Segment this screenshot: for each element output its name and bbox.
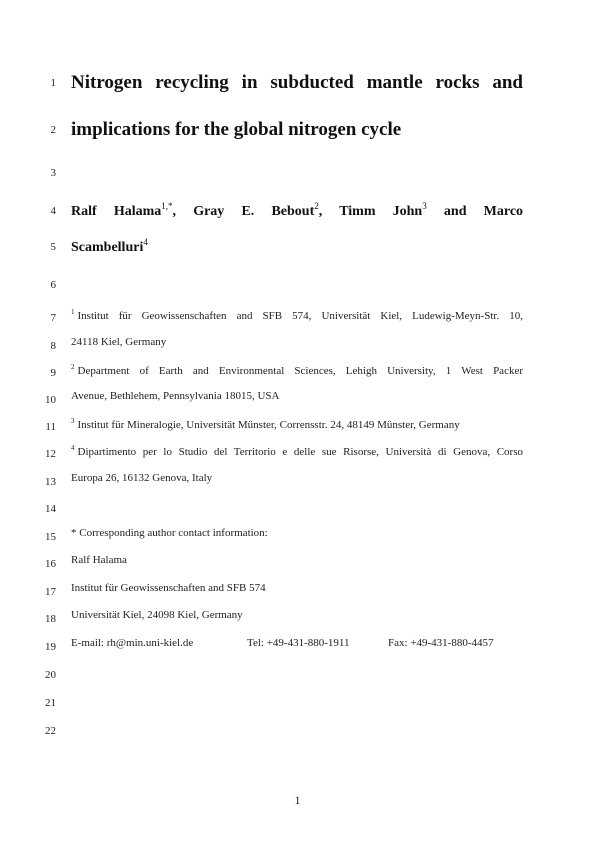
line-number: 17 xyxy=(45,586,56,598)
line-number: 6 xyxy=(50,279,56,291)
line-number: 9 xyxy=(50,367,56,379)
line-number: 7 xyxy=(50,312,56,324)
line-number: 3 xyxy=(50,167,56,179)
contact-name: Ralf Halama xyxy=(71,554,127,566)
line-number: 8 xyxy=(50,340,56,352)
author-name: Marco xyxy=(483,204,524,219)
line-number: 13 xyxy=(45,476,56,488)
line-number: 14 xyxy=(45,503,56,515)
page-number: 1 xyxy=(294,793,301,807)
author-affiliation-mark: 1,* xyxy=(161,201,173,211)
author-conjunction: and xyxy=(443,204,467,219)
line-number: 16 xyxy=(45,558,56,570)
line-number: 10 xyxy=(45,394,56,406)
contact-email: E-mail: rh@min.uni-kiel.de xyxy=(71,637,194,649)
line-number: 20 xyxy=(45,669,56,681)
affiliation-1: $^1$ Institut für Geowissenschaften and SFB 574, Universität Kiel, Ludewig-Meyn-Str. 10, xyxy=(71,308,523,322)
author-affiliation-mark: 4 xyxy=(143,237,148,247)
affiliation-4: $^4$ Dipartimento per lo Studio del Territorio e delle sue Risorse, Università di Genova, Corso xyxy=(71,444,523,458)
author-list-line-1 xyxy=(71,201,523,220)
paper-title-line-1: Nitrogen recycling in subducted mantle rocks and xyxy=(71,72,523,93)
line-number: 12 xyxy=(45,448,56,460)
affiliation-4-cont: Europa 26, 16132 Genova, Italy xyxy=(71,472,213,484)
line-number: 21 xyxy=(45,697,56,709)
line-number: 1 xyxy=(50,77,56,89)
line-number: 2 xyxy=(50,124,56,136)
affiliation-1-cont: 24118 Kiel, Germany xyxy=(71,336,167,348)
line-number: 5 xyxy=(50,241,56,253)
contact-fax: Fax: +49-431-880-4457 xyxy=(388,637,494,649)
paper-title-line-2: implications for the global nitrogen cycle xyxy=(71,119,402,140)
author-name: Scambelluri xyxy=(71,240,144,255)
line-number: 19 xyxy=(45,641,56,653)
author-name: Timm John$^3$ xyxy=(339,201,427,219)
contact-address: Universität Kiel, 24098 Kiel, Germany xyxy=(71,609,243,621)
contact-phone: Tel: +49-431-880-1911 xyxy=(247,637,350,649)
line-number: 4 xyxy=(50,205,56,217)
line-number: 18 xyxy=(45,613,56,625)
author-name: Gray E. Bebout$^2$, xyxy=(193,201,323,219)
corresponding-author-heading: * Corresponding author contact information: xyxy=(71,527,268,539)
line-number: 15 xyxy=(45,531,56,543)
affiliation-2: $^2$ Department of Earth and Environmental Sciences, Lehigh University, 1 West Packer xyxy=(71,363,523,377)
affiliation-2-cont: Avenue, Bethlehem, Pennsylvania 18015, USA xyxy=(71,390,280,402)
author-affiliation-mark: 2 xyxy=(314,201,319,211)
author-affiliation-mark: 3 xyxy=(422,201,427,211)
line-number: 22 xyxy=(45,725,56,737)
affiliation-3: $^3$ Institut für Mineralogie, Universität Münster, Corrensstr. 24, 48149 Münster, Germany xyxy=(71,417,460,431)
contact-institute: Institut für Geowissenschaften and SFB 574 xyxy=(71,582,266,594)
line-number: 11 xyxy=(45,421,56,433)
author-list-line-2 xyxy=(71,237,523,256)
author-name: Ralf Halama$^{1,*}$, xyxy=(71,201,177,219)
